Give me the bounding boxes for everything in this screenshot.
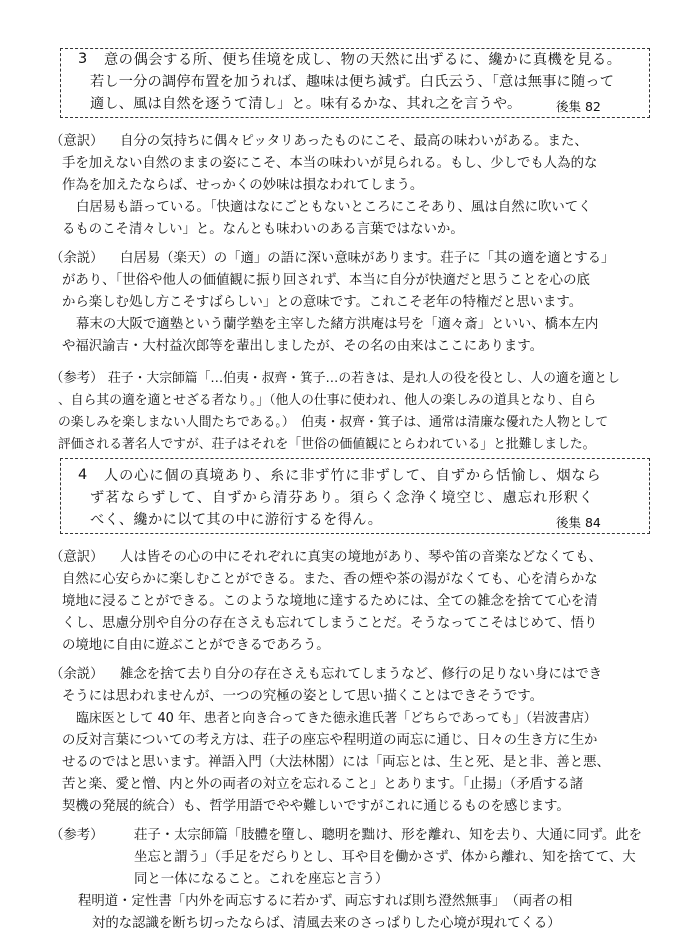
entry-4-text-line-3: べく、纔かに以て其の中に游衍するを得ん。 <box>90 512 383 528</box>
entry-4-sanko-line-3: 同と一体になること。これを座忘と言う） <box>134 872 389 887</box>
entry-4-yaku-line-3: 境地に浸ることができる。このような境地に達するためには、全ての雑念を捨てて心を清 <box>62 594 598 609</box>
entry-4-sanko-line-4: 程明道・定性書「内外を両忘するに若かず、両忘すれば則ち澄然無事」 （両者の相 <box>78 894 573 909</box>
entry-4-yosetsu-line-4: の反対言葉についての考え方は、荘子の座忘や程明道の両忘に通じ、日々の生き方に生か <box>62 733 598 748</box>
entry-3-sanko-line-2: 、自ら其の適を適とせざる者なり。」（他人の仕事に使われ、他人の楽しみの道具となり、自ら <box>58 393 597 408</box>
entry-3-text-line-3: 適し、風は自然を逐うて清し」と。味有るかな、其れ之を言うや。 <box>90 96 522 112</box>
entry-3-sanko-line-1: 荘子・大宗師篇「…伯夷・叔齊・箕子…の若きは、是れ人の役を役とし、人の適を適とし <box>108 371 620 386</box>
entry-4-sanko-label: （参考） <box>50 828 104 843</box>
entry-4-yaku-line-2: 自然に心安らかに楽しむことができる。また、香の煙や茶の湯がなくても、心を清らかな <box>62 572 598 587</box>
entry-4-yosetsu-line-3: 臨床医として 40 年、患者と向き合ってきた徳永進氏著「どちらであっても」（岩波書店） <box>76 711 597 726</box>
entry-3-yaku-line-1: 自分の気持ちに偶々ピッタリあったものにこそ、最高の味わいがある。また、 <box>120 134 588 149</box>
entry-3-sanko-line-4: 評価される著名人ですが、荘子はそれを「世俗の価値観にとらわれている」と批難しました。 <box>58 437 596 452</box>
entry-4-yosetsu-line-1: 雑念を捨て去り自分の存在さえも忘れてしまうなど、修行の足りない身にはでき <box>120 667 603 682</box>
entry-3-yosetsu-line-1: 白居易（楽天）の「適」の語に深い意味があります。荘子に「其の適を適とする」 <box>120 251 615 266</box>
entry-3-yosetsu-line-3: から楽しむ処し方こそすばらしい」との意味です。これこそ老年の特権だと思います。 <box>62 295 583 310</box>
entry-3-source: 後集 82 <box>556 99 601 114</box>
entry-3-yosetsu-line-4: 幕末の大阪で適塾という蘭学塾を主宰した緒方洪庵は号を「適々斎」といい、橋本左内 <box>76 317 599 332</box>
entry-3-sanko-label: （参考） <box>50 371 104 386</box>
entry-4-yaku-label: （意訳） <box>50 550 104 565</box>
entry-3-yosetsu-label: （余説） <box>50 251 104 266</box>
entry-3-yaku-line-4: 白居易も語っている。「快適はなにごともないところにこそあり、風は自然に吹いてく <box>76 200 592 215</box>
entry-4-sanko-line-5: 対的な認識を断ち切ったならば、清風去来のさっぱりした心境が現れてくる） <box>92 916 561 931</box>
entry-4-yaku-line-5: の境地に自由に遊ぶことができるであろう。 <box>62 638 330 653</box>
entry-3-yaku-line-5: るものこそ清々しい」と。なんとも味わいのある言葉ではないか。 <box>62 222 464 237</box>
entry-4-sanko-line-1: 荘子・太宗師篇「肢體を墮し、聰明を黜け、形を離れ、知を去り、大通に同ず。此を <box>134 828 643 843</box>
entry-4-number: 4 <box>78 467 88 483</box>
entry-4-sanko-line-2: 坐忘と謂う」（手足をだらりとし、耳や目を働かさず、体から離れ、知を捨てて、大 <box>134 850 636 865</box>
entry-4-text-line-2: ず茗ならずして、自ずから清芬あり。須らく念浄く境空じ、慮忘れ形釈く <box>90 490 595 506</box>
entry-3-yaku-label: （意訳） <box>50 134 104 149</box>
entry-3-yaku-line-3: 作為を加えたならば、せっかくの妙味は損なわれてしまう。 <box>62 178 424 193</box>
entry-4-yosetsu-label: （余説） <box>50 667 104 682</box>
entry-4-yaku-line-4: くし、思慮分別や自分の存在さえも忘れてしまうことだ。そうなってこそはじめて、悟り <box>62 616 598 631</box>
entry-3-text-line-2: 若し一分の調停布置を加うれば、趣味は便ち減ず。白氏云う、「意は無事に随って <box>90 74 615 90</box>
entry-3-yaku-line-2: 手を加えない自然のままの姿にこそ、本当の味わいが見られる。もし、少しでも人為的な <box>62 156 598 171</box>
entry-4-yosetsu-line-2: そうには思われませんが、一つの究極の姿として思い描くことはできそうです。 <box>62 689 543 704</box>
entry-3-number: 3 <box>78 51 88 67</box>
entry-4-yosetsu-line-5: せるのではと思います。禅語入門（大法林閣）には「両忘とは、生と死、是と非、善と悪、 <box>62 755 610 770</box>
entry-4-yosetsu-line-6: 苦と楽、愛と憎、内と外の両者の対立を忘れること」とあります。「止揚」（矛盾する諸 <box>62 777 584 792</box>
entry-3-sanko-line-3: の楽しみを楽しまない人間たちである。） 伯夷・叔齊・箕子は、通常は清廉な優れた人物として <box>58 415 609 430</box>
entry-4-yaku-line-1: 人は皆その心の中にそれぞれに真実の境地があり、琴や笛の音楽などなくても、 <box>120 550 603 565</box>
entry-4-text-line-1: 人の心に個の真境あり、糸に非ず竹に非ずして、自ずから恬愉し、烟なら <box>104 468 602 484</box>
entry-3-yosetsu-line-5: や福沢諭吉・大村益次郎等を輩出しましたが、その名の由来はここにあります。 <box>62 339 543 354</box>
entry-3-text-line-1: 意の偶会する所、便ち佳境を成し、物の天然に出ずるに、纔かに真機を見る。 <box>104 52 622 68</box>
entry-4-yosetsu-line-7: 契機の発展的統合）も、哲学用語でやや難しいですがこれに通じるものを感じます。 <box>62 799 570 814</box>
entry-3-yosetsu-line-2: があり、「世俗や他人の価値観に振り回されず、本当に自分が快適だと思うことを心の底 <box>62 273 590 288</box>
entry-4-source: 後集 84 <box>556 515 601 530</box>
